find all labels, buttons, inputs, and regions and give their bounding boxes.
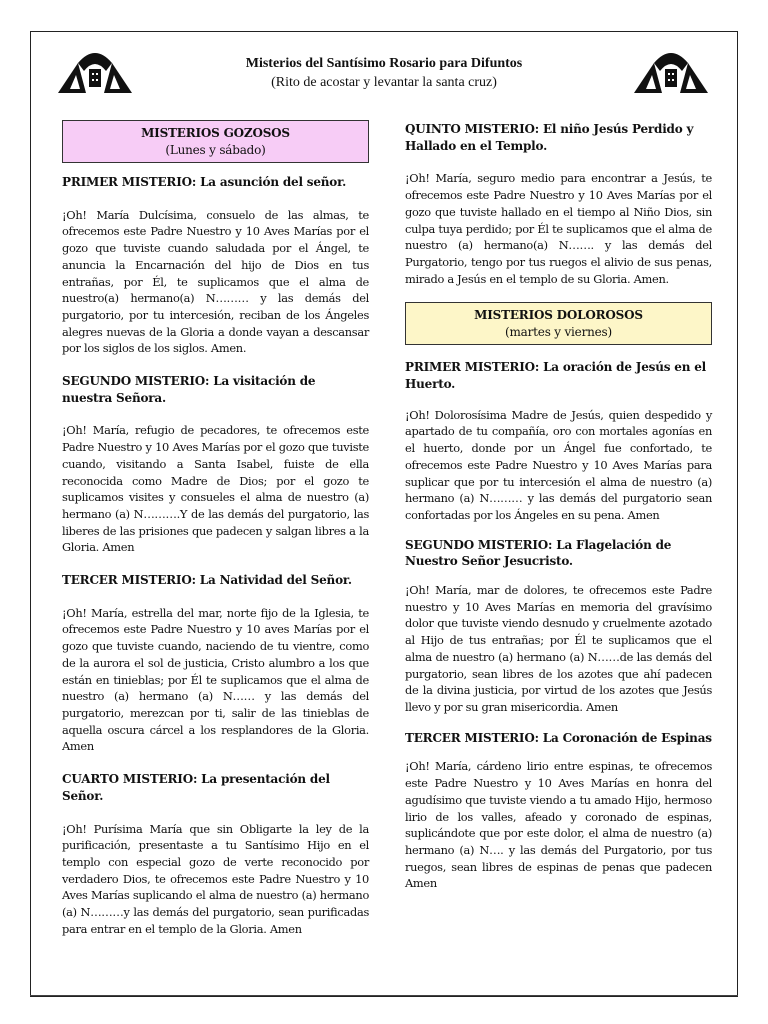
section-text: ¡Oh! María Dulcísima, consuelo de las almas, te ofrecemos este Padre Nuestro y 10 Aves Marías por el gozo que tuviste cuando saludada por el Ángel, te anuncia la Encarnación del hijo de Dios en tus entrañas, por Él, te suplicamos que el alma de nuestro(a) hermano(a) N……… y las demás del purgatorio, por tu intercesión, reciban de los Ángeles alegres nuevas de la Gloria a donde vayan a descansar por los siglos de los siglos. Amen. — [62, 207, 369, 356]
section-heading: SEGUNDO MISTERIO: La Flagelación de Nuestro Señor Jesucristo. — [405, 537, 672, 569]
section-text: ¡Oh! Dolorosísima Madre de Jesús, quien despedido y apartado de tu compañía, oro con mortales agonías en el huerto, donde por un Ángel fue confortado, te ofrecemos este Padre Nuestro y 10 Aves Marías para suplicar que por tu intercesión el alma de nuestro (a) hermano (a) N……… y las demás del purgatorio sean confortadas por los Ángeles en su pena. Amen — [405, 407, 712, 522]
gozosos-header-box — [62, 120, 369, 163]
praying-figures-logo-left-icon — [58, 49, 132, 93]
box-title: MISTERIOS GOZOSOS — [141, 126, 290, 140]
section-heading: PRIMER MISTERIO: La asunción del señor. — [62, 175, 347, 189]
left-column — [62, 120, 369, 937]
section-heading: QUINTO MISTERIO: El niño Jesús Perdido y Hallado en el Templo. — [405, 122, 694, 153]
section-heading: TERCER MISTERIO: La Coronación de Espinas — [405, 730, 712, 745]
section-text: ¡Oh! María, estrella del mar, norte fijo de la Iglesia, te ofrecemos este Padre Nuestro y 10 aves Marías por el gozo que tuviste cuando, naciendo de tu vientre, como de la aurora el sol de justicia, Cristo alumbro a los que están en tinieblas; por Él te suplicamos que el alma de nuestro (a) hermano (a) N…… y las demás del purgatorio, merezcan por ti, salir de las tinieblas de aquella oscura cárcel a los resplandores de la Gloria. Amen — [62, 605, 369, 754]
section-text: ¡Oh! María, cárdeno lirio entre espinas, te ofrecemos este Padre Nuestro y 10 Aves Marías en honra del agudísimo que tuviste viendo a tu amado Hijo, hermoso lirio de los valles, afeado y coronado de espinas, suplicándote que por este dolor, el alma de nuestro (a) hermano (a) N…. y las demás del Purgatorio, por tus ruegos, sean libres de espinas de penas que padecen Amen — [405, 759, 712, 891]
box-subtitle: (Lunes y sábado) — [165, 143, 266, 157]
section-heading: CUARTO MISTERIO: La presentación del Señor. — [62, 772, 330, 803]
document-subtitle: (Rito de acostar y levantar la santa cruz) — [271, 75, 497, 90]
section-text: ¡Oh! María, seguro medio para encontrar a Jesús, te ofrecemos este Padre Nuestro y 10 Aves Marías por el gozo que tuviste hallado en el tiempo al Niño Dios, sin culpa tuya perdido; por Él te suplicamos que el alma de nuestro (a) hermano(a) N……. y las demás del Purgatorio, tengo por tus ruegos el alivio de sus penas, mirado a Jesús en el templo de su Gloria. Amen. — [405, 171, 712, 286]
section-text: ¡Oh! Purísima María que sin Obligarte la ley de la purificación, presentaste a tu Santísimo Hijo en el templo con especial gozo de verte reconocido por verdadero Dios, te ofrecemos este Padre Nuestro y 10 Aves Marías suplicando el alma de nuestro (a) hermano (a) N………y las demás del purgatorio, sean purificadas para entrar en el templo de la Gloria. Amen — [62, 821, 369, 936]
praying-figures-logo-right-icon — [634, 49, 708, 93]
right-column — [405, 121, 712, 892]
dolorosos-header-box — [405, 302, 712, 345]
document-title: Misterios del Santísimo Rosario para Difuntos — [245, 56, 523, 71]
section-text: ¡Oh! María, refugio de pecadores, te ofrecemos este Padre Nuestro y 10 Aves Marías por el gozo que tuviste cuando, visitando a Santa Isabel, fuiste de ella reconocida como Madre de Dios; por el gozo te suplicamos visites y consueles el alma de nuestro (a) hermano (a) N……….Y de las demás del purgatorio, las liberes de las prisiones que padecen y salgan libres a la Gloria. Amen — [62, 423, 369, 555]
section-heading: TERCER MISTERIO: La Natividad del Señor. — [62, 573, 352, 588]
box-subtitle: (martes y viernes) — [505, 325, 612, 340]
bottom-rule — [30, 995, 738, 997]
box-title: MISTERIOS DOLOROSOS — [474, 308, 643, 323]
section-text: ¡Oh! María, mar de dolores, te ofrecemos este Padre nuestro y 10 Aves Marías en memoria del gravísimo dolor que tuviste viendo desnudo y cruelmente azotado al Hijo de tus entrañas; por Él te suplicamos que el alma de nuestro (a) hermano (a) N……de las demás del purgatorio, sean libres de los azotes que ahí padecen de la divina justicia, por virtud de los azotes que Jesús llevo y por su gran misericordia. Amen — [405, 583, 712, 714]
section-heading: SEGUNDO MISTERIO: La visitación de nuestra Señora. — [62, 374, 316, 405]
section-heading: PRIMER MISTERIO: La oración de Jesús en el Huerto. — [405, 360, 706, 392]
